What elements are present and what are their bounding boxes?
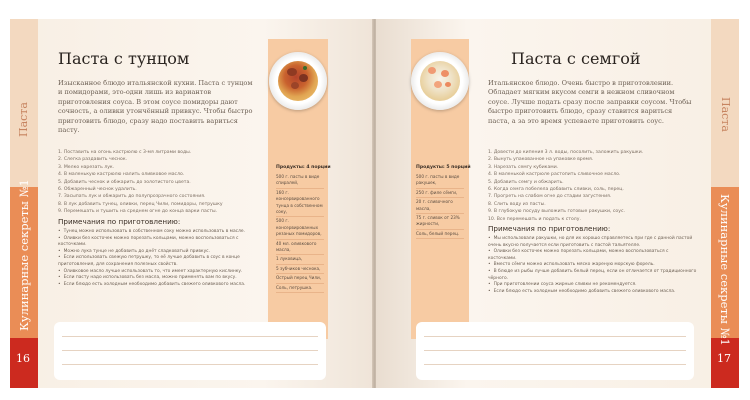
step-item: 3. Мелко нарезать лук. (58, 164, 115, 170)
step-item: 6. Когда семга побелела добавить сливки, соль, перец. (488, 187, 624, 193)
step-item: 5. Добавить семгу и обжарить. (488, 179, 564, 185)
step-item: 3. Нарезать семгу кубиками. (488, 164, 559, 170)
recipe-intro: Изысканное блюдо итальянской кухни. Паста с тунцом и помидорами, это-одни лишь из вариантов приготовления соуса. В этом соусе помидоры дают сочность, а оливки утончённый привкус. Чтобы быстро приготовить блюдо, сразу надо поставить вариться пасту. (58, 79, 253, 135)
product-item: 75 г. сливок от 23% жирности, (416, 215, 464, 230)
step-item: 8. В лук добавить тунец, оливки, перец Чили, помидоры, петрушку (58, 201, 223, 207)
step-item: 10. Все перемешать и подать к столу. (488, 216, 581, 222)
note-item: • Если блюдо есть холодным необходимо добавить свежего оливкового масла. (488, 289, 698, 296)
notes-heading: Примечания по приготовлению: (58, 217, 181, 226)
product-item: 20 г. сливочного масла, (416, 199, 464, 214)
note-item: • Вместо сёмги можно использовать мяско жареную морскую форель. (488, 262, 698, 269)
product-item: 250 г. филе сёмги, (416, 190, 464, 198)
note-item: • Оливки без косточек можно порезать кольцами, можно воспользоваться с косточками. (58, 236, 258, 249)
step-item: 7. Засыпать лук и обжарить до полупрозрачного состояния. (58, 194, 206, 200)
product-item: Острый перец Чили, (276, 275, 324, 283)
section-label: Паста (719, 97, 732, 132)
note-item: • Если пасту надо использовать без масла, можно применять вам по вкусу. (58, 275, 258, 282)
product-item: Соль, белый перец. (416, 231, 464, 239)
right-page-tab (711, 19, 739, 388)
notes-list (488, 236, 698, 295)
step-item: 9. Перемешать и тушить на среднем огне до конца варки пасты. (58, 209, 218, 215)
note-item: • Оливковое масло лучше использовать то, что имеет характерную кислинку. (58, 269, 258, 276)
product-item: 500 г. пасты в виде ракушек, (416, 174, 464, 189)
notes-writing-area (54, 322, 326, 380)
step-item: 8. Слить воду из пасты. (488, 201, 546, 207)
note-item: • Если блюдо есть холодным необходимо добавить свежего оливкового масла. (58, 282, 258, 289)
recipe-title: Паста с тунцом (58, 49, 190, 68)
recipe-title: Паста с семгой (511, 49, 641, 68)
note-item: • Мы использовали ракушки, но для их хорошо справляетесь при где с данной пастой очень вкусно получается если приготовить с пастой тальятелле. (488, 236, 698, 249)
left-page (10, 19, 373, 388)
pasta-tuna-photo (269, 52, 327, 110)
notes-heading: Примечания по приготовлению: (488, 224, 611, 233)
right-page (376, 19, 739, 388)
left-page-tab (10, 19, 38, 388)
page-number: 16 (16, 352, 30, 365)
note-item: • Можно лука тунце не добавить до днёт сладковатый привкус. (58, 249, 258, 256)
cookbook-spread (10, 19, 739, 388)
notes-writing-area (416, 322, 694, 380)
step-item: 2. Вынуть упакованное на упаковке время. (488, 157, 594, 163)
step-item: 1. Поставить на огонь кастрюлю с 3-мя литрами воды. (58, 150, 192, 155)
step-item: 9. В глубокую посуду выложить готовые ракушки, соус. (488, 209, 625, 215)
product-item: 500 г. консервированных резаных помидоров, (276, 218, 324, 239)
product-item: 40 мл. оливкового масла, (276, 241, 324, 256)
step-item: 4. В маленькую кастрюлю налить оливковое масло. (58, 172, 185, 178)
products-heading: Продукты: 4 порции (276, 165, 331, 170)
steps-list (58, 149, 273, 216)
note-item: • Тунец можно использовать в собственном соку можно использовать в масле. (58, 229, 258, 236)
note-item: • Если использовать свежую петрушку, то её лучше добавить в соус в конце приготовления, для сохранения полезных свойств. (58, 255, 258, 268)
page-number: 17 (717, 352, 731, 365)
pasta-salmon-photo (411, 52, 469, 110)
product-item: 5 зубчиков чеснока, (276, 266, 324, 274)
product-item: 160 г. консервированного тунца в собственном соку, (276, 190, 324, 218)
steps-list (488, 149, 698, 223)
step-item: 6. Обжаренный чеснок удалить. (58, 187, 137, 193)
products-list (276, 174, 324, 294)
products-heading: Продукты: 5 порций (416, 165, 471, 170)
product-item: 500 г. пасты в виде спиралей, (276, 174, 324, 189)
step-item: 7. Прогреть на слабом огне до стадии загустения. (488, 194, 612, 200)
products-list (416, 174, 464, 240)
recipe-intro: Итальянское блюдо. Очень быстро в приготовлении. Обладает мягким вкусом семги в нежном сливочном соусе. Лучше подать сразу после заправки соусом. Чтобы быстро приготовить блюдо, сразу ставится вариться паста, а за это время успеваете приготовить соус. (488, 79, 692, 125)
note-item: • В блюде из рыбы лучше добавить белый перец, если он отличается от традиционного чёрного. (488, 269, 698, 282)
product-item: Соль, петрушка. (276, 285, 324, 293)
step-item: 4. В маленькой кастрюле растопить сливочное масло. (488, 172, 621, 178)
step-item: 1. Довести до кипения 3 л. воды, посолить, заложить ракушки. (488, 150, 644, 155)
product-item: 1 луковица, (276, 256, 324, 264)
step-item: 2. Слегка раздавить чеснок. (58, 157, 128, 163)
series-label: Кулинарные секреты №1 (718, 194, 732, 346)
notes-list (58, 229, 258, 288)
step-item: 5. Добавить чеснок и обжарить до золотистого цвета. (58, 179, 191, 185)
note-item: • Оливки без косточек можно порезать кольцами, можно воспользоваться с косточками. (488, 249, 698, 262)
note-item: • При приготовлении соуса жирные сливки не рекомендуется. (488, 282, 698, 289)
series-label: Кулинарные секреты №1 (17, 179, 31, 331)
section-label: Паста (17, 102, 30, 137)
